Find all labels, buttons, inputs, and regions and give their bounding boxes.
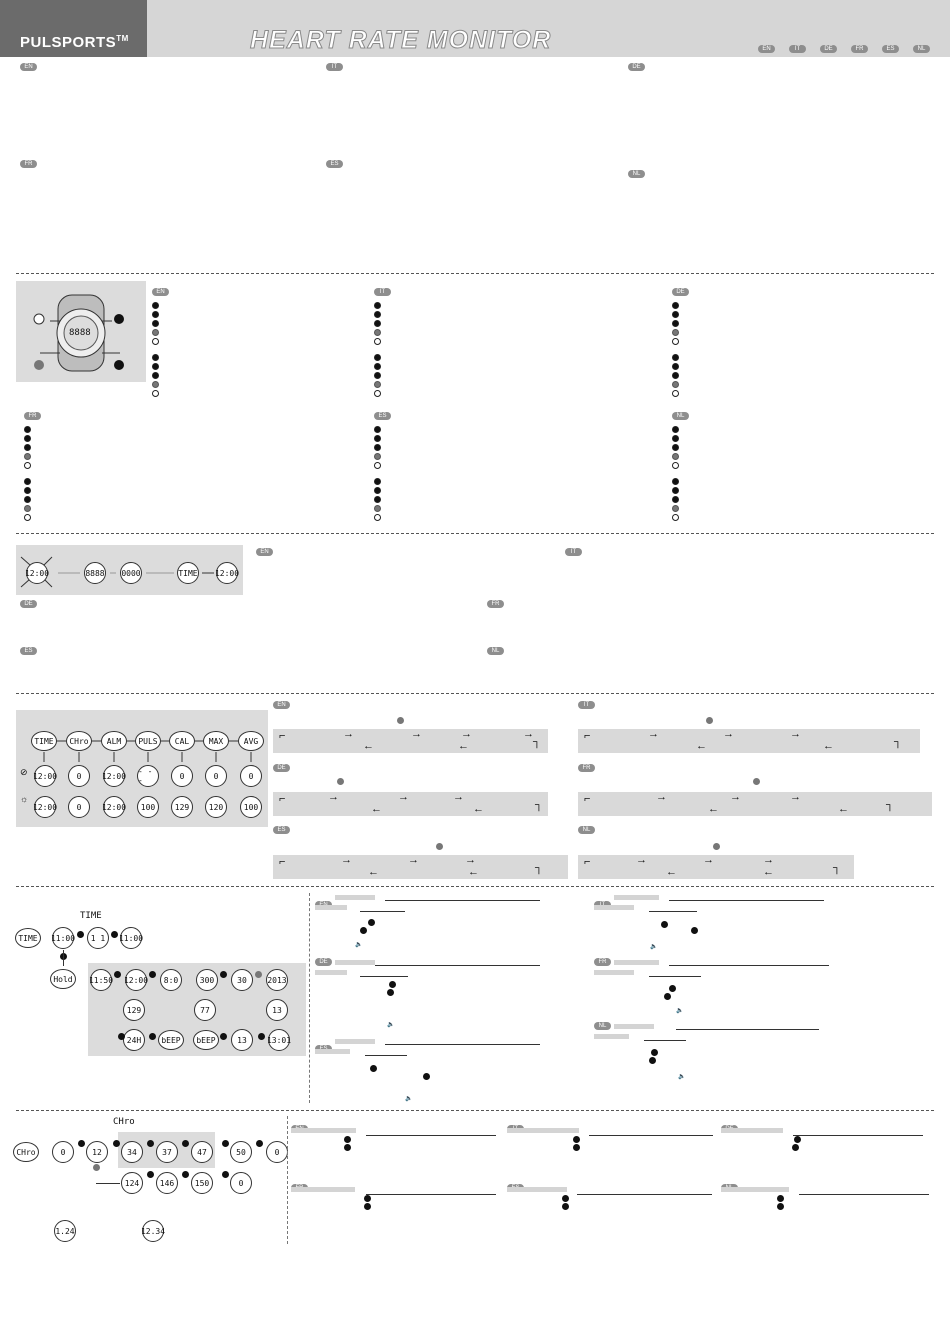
button-dot-icon: [672, 453, 679, 460]
button-dot-icon: [24, 514, 31, 521]
button-dot-icon: [374, 329, 381, 336]
section-divider: [16, 886, 934, 887]
button-dot-icon: [222, 1171, 229, 1178]
button-dot-icon: [147, 1171, 154, 1178]
lang-badge: ES: [20, 647, 37, 655]
button-dot-icon: [360, 927, 367, 934]
chrono-text-fr: [291, 1176, 501, 1216]
button-dot-icon: [713, 843, 720, 850]
section-divider: [16, 533, 934, 534]
lang-badge: DE: [20, 600, 37, 608]
button-dot-icon: [152, 381, 159, 388]
highlight-bar: [291, 1187, 355, 1192]
button-dot-icon: [706, 717, 713, 724]
lang-badge: ES: [273, 826, 290, 834]
intro-lang-badge: NL: [628, 170, 645, 178]
time-setting-panel: [88, 963, 306, 1056]
button-dot-icon: [672, 514, 679, 521]
highlight-bar: [594, 1034, 629, 1039]
underline: [669, 965, 829, 966]
mode-avg: AVG: [238, 731, 264, 751]
button-dot-icon: [149, 1033, 156, 1040]
lang-badge: NL: [594, 1022, 611, 1030]
mode-flow-diagram: ⌐ → → → ┐ ← ←: [578, 855, 854, 879]
button-dot-icon: [24, 496, 31, 503]
button-dot-icon: [24, 426, 31, 433]
button-dot-icon: [794, 1136, 801, 1143]
mode-time: TIME: [15, 928, 41, 948]
underline: [365, 1055, 407, 1056]
underline: [793, 1135, 923, 1136]
lcd-screen: 13: [266, 999, 288, 1021]
buttons-fr-block: [24, 404, 41, 521]
button-legend: [374, 300, 391, 397]
mode-flow-diagram: ⌐ → → → ┐ ← ←: [578, 792, 932, 816]
button-dot-icon: [24, 462, 31, 469]
lcd-screen: 300: [196, 969, 218, 991]
lang-badge: EN: [152, 288, 169, 296]
lcd-screen: 0: [171, 765, 193, 787]
button-dot-icon: [374, 302, 381, 309]
button-dot-icon: [374, 320, 381, 327]
underline: [799, 1194, 929, 1195]
lang-pill: NL: [913, 45, 930, 53]
button-dot-icon: [78, 1140, 85, 1147]
no-strap-icon: ⊘: [20, 767, 28, 777]
button-dot-icon: [220, 971, 227, 978]
lcd-screen: 129: [123, 999, 145, 1021]
language-pills: [758, 45, 930, 53]
beep-state: bEEP: [193, 1030, 219, 1050]
highlight-bar: [507, 1187, 567, 1192]
button-dot-icon: [374, 487, 381, 494]
mode-chrono: CHro: [13, 1142, 39, 1162]
lcd-screen: 12:00: [103, 796, 125, 818]
button-dot-icon: [222, 1140, 229, 1147]
underline: [366, 1194, 496, 1195]
button-dot-icon: [374, 311, 381, 318]
lcd-screen: 2013: [266, 969, 288, 991]
lcd-screen: 30: [231, 969, 253, 991]
underline: [366, 1135, 496, 1136]
mode-flow-diagram: ⌐ → → → ┐ ← ←: [273, 855, 568, 879]
button-dot-icon: [661, 921, 668, 928]
button-dot-icon: [77, 931, 84, 938]
button-dot-icon: [374, 505, 381, 512]
button-dot-icon: [672, 311, 679, 318]
lcd-screen: 1.24: [54, 1220, 76, 1242]
lang-badge: ES: [374, 412, 391, 420]
button-dot-icon: [93, 1164, 100, 1171]
lcd-screen: 12:00: [26, 562, 48, 584]
lcd-screen: 0000: [120, 562, 142, 584]
button-legend: [374, 424, 391, 521]
underline: [385, 900, 540, 901]
lcd-screen: 146: [156, 1172, 178, 1194]
button-dot-icon: [152, 372, 159, 379]
speaker-icon: 🔈: [405, 1096, 413, 1102]
button-dot-icon: [672, 435, 679, 442]
time-text-es: [315, 1037, 545, 1107]
watch-display: 8888: [69, 328, 91, 338]
lang-badge: IT: [565, 548, 582, 556]
button-legend: [24, 424, 41, 521]
intro-lang-badge: DE: [628, 63, 645, 71]
lcd-screen: 13: [231, 1029, 253, 1051]
mode-alarm: ALM: [101, 731, 127, 751]
button-dot-icon: [152, 302, 159, 309]
highlight-bar: [594, 905, 634, 910]
button-dot-icon: [672, 505, 679, 512]
lang-badge: DE: [672, 288, 689, 296]
speaker-icon: 🔈: [678, 1074, 686, 1080]
lang-badge: EN: [256, 548, 273, 556]
button-dot-icon: [374, 496, 381, 503]
chrono-text-nl: [721, 1176, 931, 1216]
lcd-screen: 129: [171, 796, 193, 818]
button-dot-icon: [152, 329, 159, 336]
button-dot-icon: [152, 320, 159, 327]
highlight-bar: [335, 1039, 375, 1044]
lang-pill: FR: [851, 45, 868, 53]
time-section-label: TIME: [80, 911, 102, 921]
underline: [577, 1194, 712, 1195]
beep-state: bEEP: [158, 1030, 184, 1050]
underline: [360, 976, 408, 977]
lcd-screen: 47: [191, 1141, 213, 1163]
chrono-section-label: CHro: [113, 1117, 135, 1127]
lcd-screen: 0: [52, 1141, 74, 1163]
lang-badge: NL: [578, 826, 595, 834]
button-dot-icon: [374, 390, 381, 397]
button-legend: [672, 300, 689, 397]
brand-logo: PULSPORTS™: [20, 34, 129, 51]
button-dot-icon: [374, 453, 381, 460]
lang-badge: FR: [594, 958, 611, 966]
underline: [649, 976, 701, 977]
chrono-text-it: [507, 1117, 717, 1157]
chrono-text-de: [721, 1117, 931, 1157]
button-dot-icon: [672, 381, 679, 388]
highlight-bar: [721, 1187, 789, 1192]
button-dot-icon: [182, 1171, 189, 1178]
buttons-de-block: [672, 280, 689, 397]
button-dot-icon: [753, 778, 760, 785]
intro-lang-badge: EN: [20, 63, 37, 71]
button-dot-icon: [664, 993, 671, 1000]
time-text-en-de: [315, 893, 545, 1028]
lcd-screen: 0: [68, 796, 90, 818]
mode-time: TIME: [31, 731, 57, 751]
button-dot-icon: [111, 931, 118, 938]
lang-badge: DE: [273, 764, 290, 772]
highlight-bar: [315, 1049, 350, 1054]
lcd-screen: 0: [240, 765, 262, 787]
button-dot-icon: [24, 478, 31, 485]
speaker-icon: 🔈: [387, 1022, 395, 1028]
button-dot-icon: [374, 462, 381, 469]
button-dot-icon: [672, 390, 679, 397]
mode-max: MAX: [203, 731, 229, 751]
underline: [649, 911, 697, 912]
heart-signal-icon: ☼: [20, 794, 29, 804]
lang-pill: DE: [820, 45, 837, 53]
highlight-bar: [507, 1128, 579, 1133]
button-legend: [152, 300, 169, 397]
button-dot-icon: [24, 435, 31, 442]
button-dot-icon: [672, 338, 679, 345]
button-dot-icon: [152, 338, 159, 345]
button-dot-icon: [24, 505, 31, 512]
button-legend: [672, 424, 689, 521]
lcd-screen: 8:0: [160, 969, 182, 991]
modes-panel: [16, 710, 268, 827]
highlight-bar: [614, 960, 659, 965]
button-dot-icon: [374, 381, 381, 388]
time-text-it-fr-nl: [594, 893, 834, 1093]
speaker-icon: 🔈: [676, 1008, 684, 1014]
connector-line: [63, 950, 64, 966]
button-dot-icon: [337, 778, 344, 785]
button-dot-icon: [374, 478, 381, 485]
button-dot-icon: [562, 1195, 569, 1202]
button-dot-icon: [256, 1140, 263, 1147]
button-dot-icon: [436, 843, 443, 850]
button-dot-icon: [651, 1049, 658, 1056]
button-dot-icon: [182, 1140, 189, 1147]
lcd-screen: 13:01: [268, 1029, 290, 1051]
lcd-screen: 8888: [84, 562, 106, 584]
button-dot-icon: [672, 478, 679, 485]
button-dot-icon: [370, 1065, 377, 1072]
lcd-screen: 77: [194, 999, 216, 1021]
button-dot-icon: [669, 985, 676, 992]
button-dot-icon: [24, 444, 31, 451]
button-dot-icon: [118, 1033, 125, 1040]
lcd-screen: 120: [205, 796, 227, 818]
button-dot-icon: [149, 971, 156, 978]
button-dot-icon: [24, 453, 31, 460]
lcd-screen: 12:00: [216, 562, 238, 584]
mode-flow-diagram: ⌐ → → → → ┐ ← ←: [273, 729, 548, 753]
buttons-nl-block: [672, 404, 689, 521]
button-dot-icon: [649, 1057, 656, 1064]
button-dot-icon: [364, 1195, 371, 1202]
button-dot-icon: [364, 1203, 371, 1210]
button-dot-icon: [672, 302, 679, 309]
lang-pill: IT: [789, 45, 806, 53]
button-dot-icon: [389, 981, 396, 988]
lcd-screen: 0: [205, 765, 227, 787]
column-divider: [287, 1116, 288, 1244]
hold-state: Hold: [50, 969, 76, 989]
lcd-screen: 24H: [123, 1029, 145, 1051]
lcd-screen: 0: [68, 765, 90, 787]
button-dot-icon: [374, 444, 381, 451]
column-divider: [309, 893, 310, 1103]
button-dot-icon: [344, 1144, 351, 1151]
highlight-bar: [614, 1024, 654, 1029]
button-dot-icon: [672, 496, 679, 503]
lcd-screen: 11:00: [52, 927, 74, 949]
lang-pill: EN: [758, 45, 775, 53]
lcd-screen: 12:00: [103, 765, 125, 787]
button-dot-icon: [672, 354, 679, 361]
button-dot-icon: [777, 1195, 784, 1202]
lang-badge: FR: [578, 764, 595, 772]
lang-badge: NL: [487, 647, 504, 655]
lang-badge: IT: [578, 701, 595, 709]
button-dot-icon: [374, 514, 381, 521]
page-title: HEART RATE MONITOR: [250, 26, 552, 54]
underline: [375, 965, 540, 966]
button-dot-icon: [152, 363, 159, 370]
button-dot-icon: [220, 1033, 227, 1040]
chrono-text-en: [291, 1117, 501, 1157]
mode-flow-diagram: ⌐ → → → ┐ ← ←: [578, 729, 920, 753]
lcd-screen: 37: [156, 1141, 178, 1163]
highlight-bar: [291, 1128, 356, 1133]
highlight-bar: [594, 970, 634, 975]
intro-lang-badge: IT: [326, 63, 343, 71]
mode-calories: CAL: [169, 731, 195, 751]
buttons-it-block: [374, 280, 391, 397]
button-dot-icon: [344, 1136, 351, 1143]
lang-badge: NL: [672, 412, 689, 420]
underline: [360, 911, 405, 912]
lcd-screen: 0: [266, 1141, 288, 1163]
speaker-icon: 🔈: [355, 942, 363, 948]
button-dot-icon: [672, 487, 679, 494]
lcd-screen: 12:00: [125, 969, 147, 991]
mode-flow-diagram: ⌐ → → → ┐ ← ←: [273, 792, 548, 816]
lang-badge: FR: [487, 600, 504, 608]
button-dot-icon: [258, 1033, 265, 1040]
connector-line: [96, 1183, 120, 1184]
lcd-screen: TIME: [177, 562, 199, 584]
buttons-en-block: [152, 280, 169, 397]
lcd-screen: 12: [86, 1141, 108, 1163]
underline: [669, 900, 824, 901]
button-dot-icon: [114, 971, 121, 978]
button-dot-icon: [397, 717, 404, 724]
button-dot-icon: [147, 1140, 154, 1147]
button-dot-icon: [573, 1136, 580, 1143]
button-dot-icon: [374, 338, 381, 345]
lcd-screen: 150: [191, 1172, 213, 1194]
buttons-es-block: [374, 404, 391, 521]
highlight-bar: [614, 895, 659, 900]
button-dot-icon: [374, 435, 381, 442]
button-dot-icon: [374, 363, 381, 370]
section-divider: [16, 1110, 934, 1111]
underline: [385, 1044, 540, 1045]
lcd-screen: 100: [240, 796, 262, 818]
button-dot-icon: [152, 311, 159, 318]
lcd-screen: 100: [137, 796, 159, 818]
lang-badge: IT: [374, 288, 391, 296]
intro-lang-badge: ES: [326, 160, 343, 168]
button-dot-icon: [24, 487, 31, 494]
button-dot-icon: [672, 462, 679, 469]
lcd-screen: 12:00: [34, 765, 56, 787]
lcd-screen: 12.34: [142, 1220, 164, 1242]
highlight-bar: [721, 1128, 783, 1133]
button-dot-icon: [152, 354, 159, 361]
mode-pulse: PULS: [135, 731, 161, 751]
button-dot-icon: [672, 426, 679, 433]
lang-badge: DE: [315, 958, 332, 966]
watch-illustration-panel: [16, 281, 146, 382]
lang-pill: ES: [882, 45, 899, 53]
button-dot-icon: [672, 363, 679, 370]
chrono-text-es: [507, 1176, 717, 1216]
button-dot-icon: [792, 1144, 799, 1151]
button-dot-icon: [672, 372, 679, 379]
underline: [644, 1040, 686, 1041]
section-divider: [16, 693, 934, 694]
button-dot-icon: [113, 1140, 120, 1147]
highlight-bar: [335, 895, 375, 900]
button-dot-icon: [423, 1073, 430, 1080]
button-dot-icon: [152, 390, 159, 397]
lang-badge: EN: [273, 701, 290, 709]
intro-lang-badge: FR: [20, 160, 37, 168]
lcd-screen: - - -: [137, 765, 159, 787]
lcd-screen: 124: [121, 1172, 143, 1194]
section-divider: [16, 273, 934, 274]
display-sequence-panel: [16, 545, 243, 595]
highlight-bar: [315, 970, 347, 975]
underline: [676, 1029, 819, 1030]
button-dot-icon: [255, 971, 262, 978]
button-dot-icon: [672, 329, 679, 336]
lcd-screen: 11:50: [90, 969, 112, 991]
button-dot-icon: [374, 426, 381, 433]
lcd-screen: 11:00: [120, 927, 142, 949]
underline: [589, 1135, 713, 1136]
mode-chrono: CHro: [66, 731, 92, 751]
button-dot-icon: [672, 320, 679, 327]
lang-badge: FR: [24, 412, 41, 420]
speaker-icon: 🔈: [650, 944, 658, 950]
button-dot-icon: [374, 372, 381, 379]
button-dot-icon: [573, 1144, 580, 1151]
button-dot-icon: [672, 444, 679, 451]
button-dot-icon: [562, 1203, 569, 1210]
lcd-screen: 12:00: [34, 796, 56, 818]
button-dot-icon: [368, 919, 375, 926]
highlight-bar: [315, 905, 347, 910]
lcd-screen: 34: [121, 1141, 143, 1163]
lcd-screen: 50: [230, 1141, 252, 1163]
button-dot-icon: [374, 354, 381, 361]
lcd-screen: 1 1: [87, 927, 109, 949]
lcd-screen: 0: [230, 1172, 252, 1194]
button-dot-icon: [777, 1203, 784, 1210]
button-dot-icon: [691, 927, 698, 934]
button-dot-icon: [387, 989, 394, 996]
highlight-bar: [335, 960, 375, 965]
